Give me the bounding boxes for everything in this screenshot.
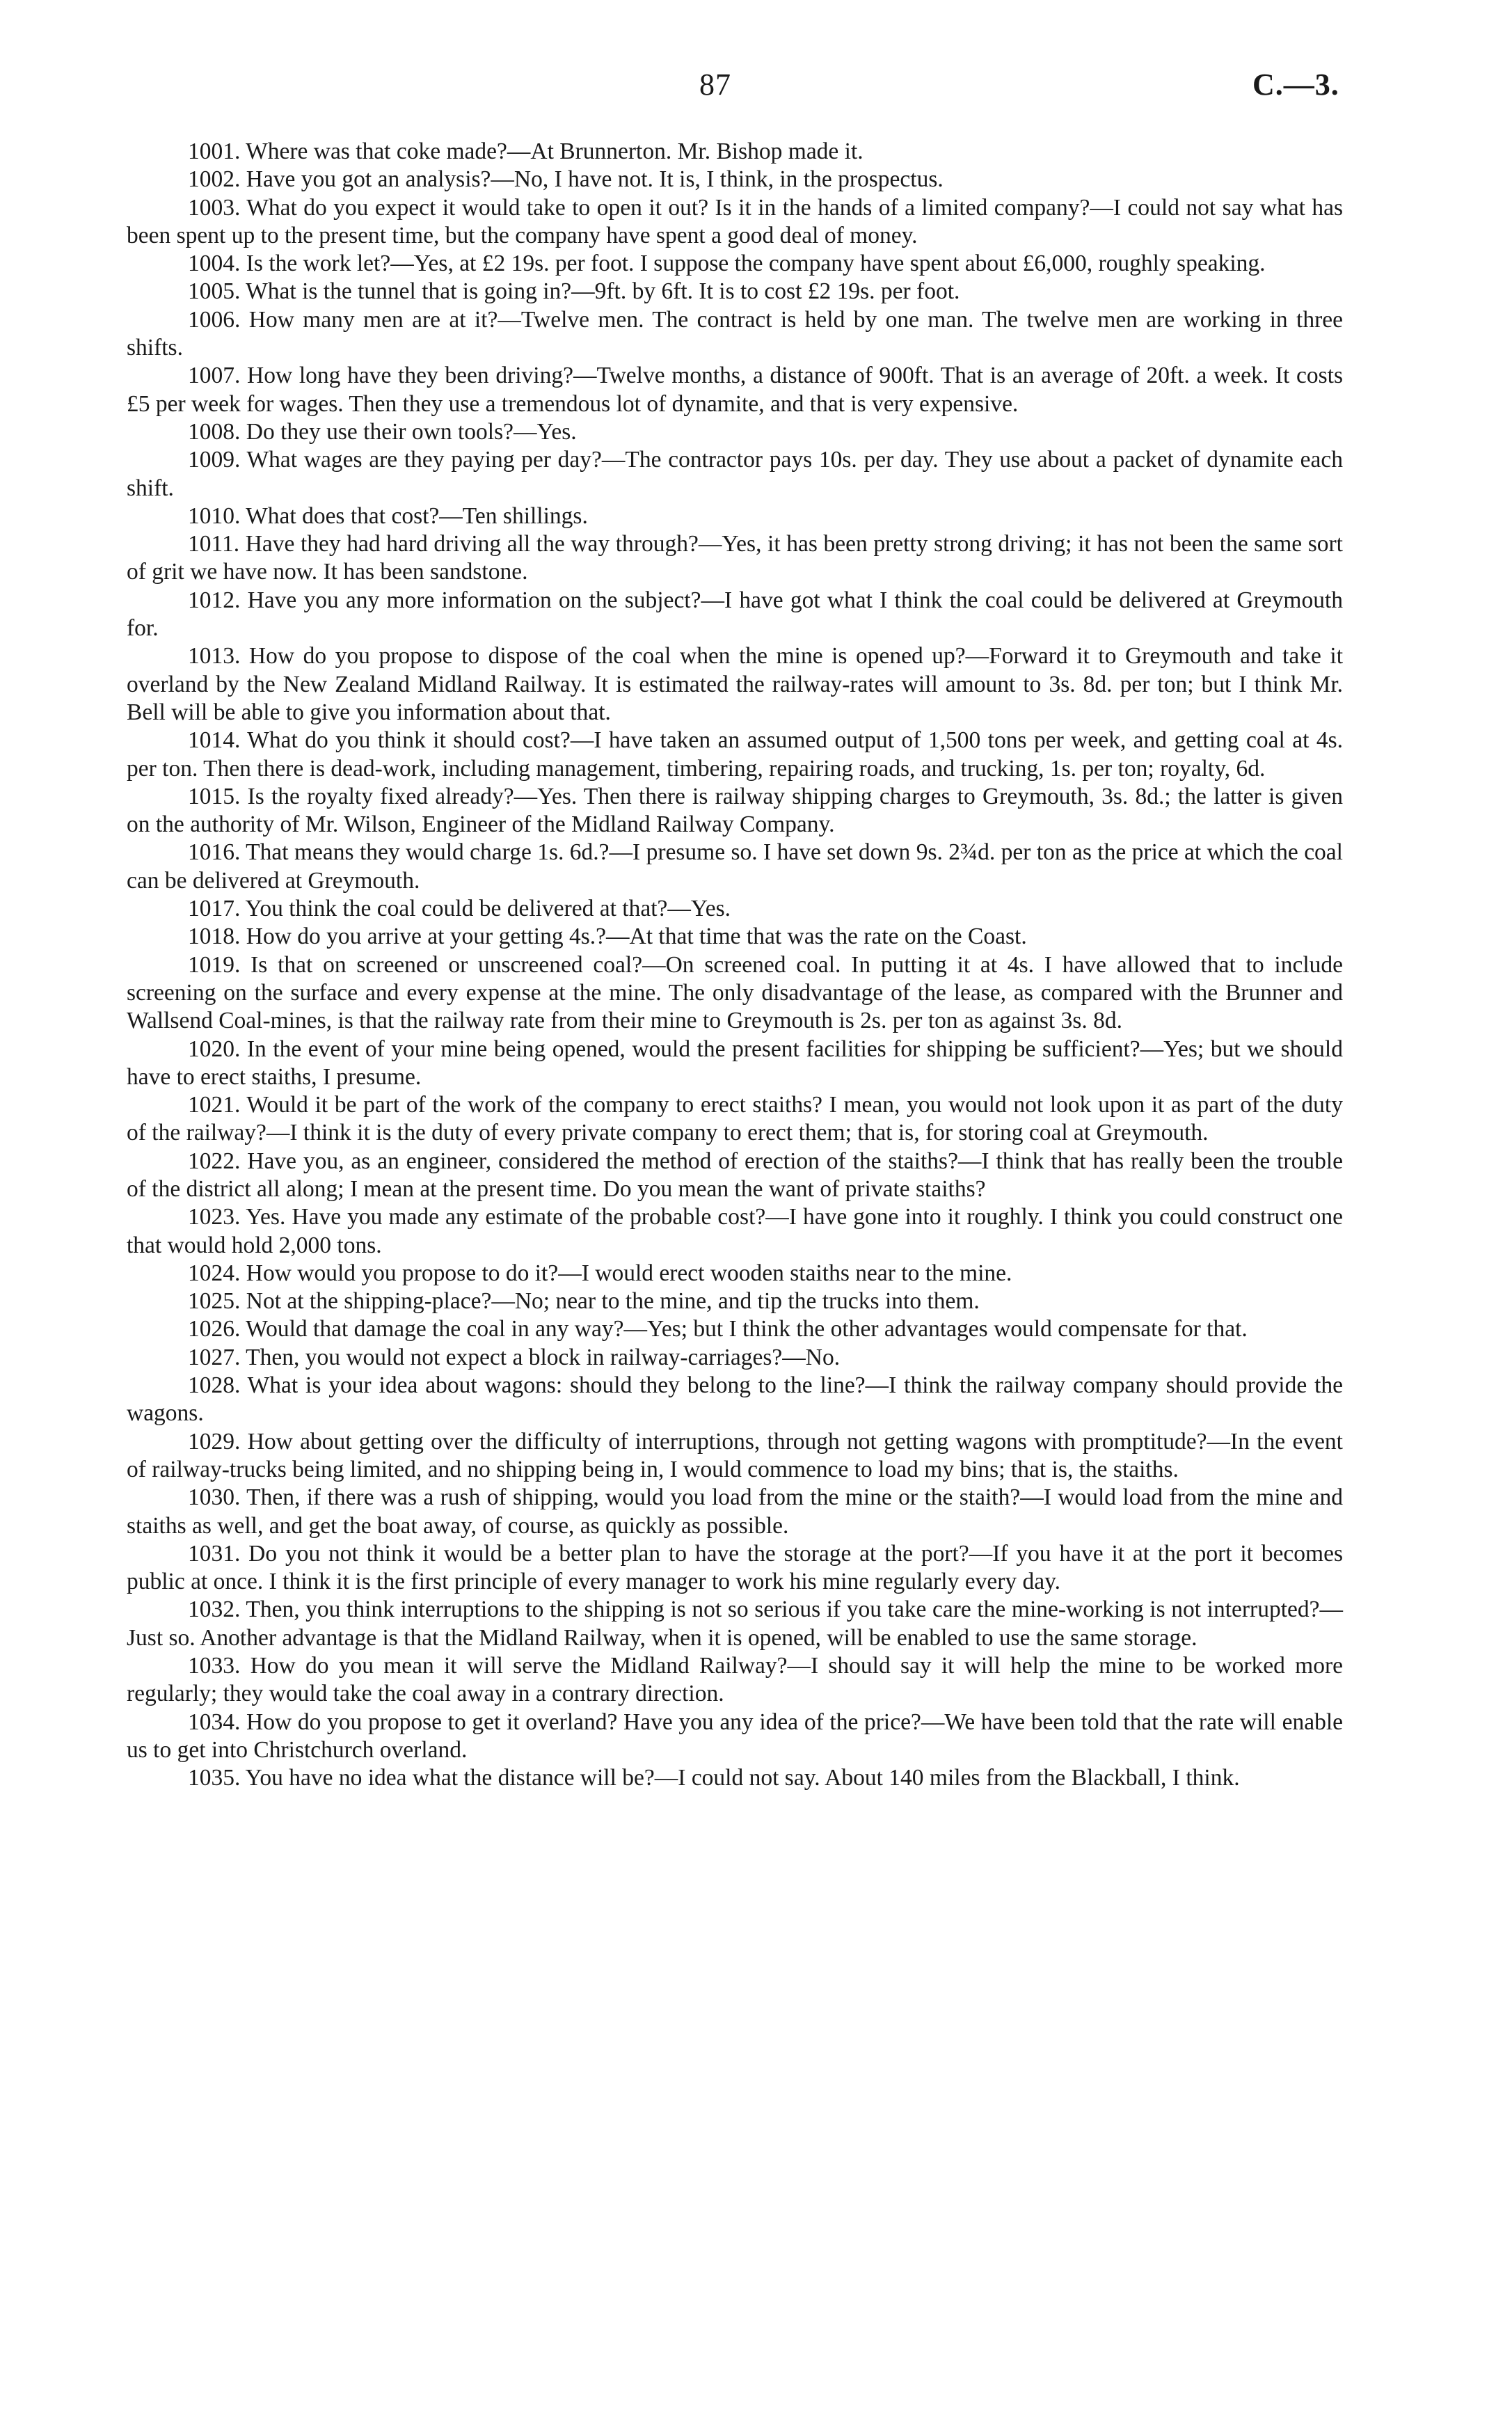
question-answer-1019: 1019. Is that on screened or unscreened coal?—On screened coal. In putting it at 4s. I have allowed that to include screening on the surface and every expense at the mine. The only disadvantage of the lease, as compared with the Brunner and Wallsend Coal-mines, is that the railway rate from their mine to Greymouth is 2s. per ton as against 3s. 8d. <box>127 951 1343 1034</box>
question-answer-1001: 1001. Where was that coke made?—At Brunnerton. Mr. Bishop made it. <box>188 138 864 164</box>
question-answer-1029: 1029. How about getting over the difficulty of interruptions, through not getting wagons with promptitude?—In the event of railway-trucks being limited, and no shipping being in, I would commence to load my bins; that is, the staiths. <box>127 1428 1343 1482</box>
document-reference: C.—3. <box>1252 68 1339 102</box>
testimony-body <box>127 138 1343 1793</box>
question-answer-1012: 1012. Have you any more information on the subject?—I have got what I think the coal could be delivered at Greymouth for. <box>127 587 1343 642</box>
question-answer-1017: 1017. You think the coal could be delivered at that?—Yes. <box>188 896 731 922</box>
question-answer-1022: 1022. Have you, as an engineer, considered the method of erection of the staiths?—I think that has really been the trouble of the district all along; I mean at the present time. Do you mean the want of private staiths? <box>127 1148 1343 1202</box>
question-answer-1004: 1004. Is the work let?—Yes, at £2 19s. per foot. I suppose the company have spent about £6,000, roughly speaking. <box>188 251 1266 277</box>
question-answer-1026: 1026. Would that damage the coal in any way?—Yes; but I think the other advantages would compensate for that. <box>188 1316 1248 1342</box>
question-answer-1025: 1025. Not at the shipping-place?—No; near to the mine, and tip the trucks into them. <box>188 1288 980 1315</box>
question-answer-1034: 1034. How do you propose to get it overland? Have you any idea of the price?—We have been told that the rate will enable us to get into Christchurch overland. <box>127 1709 1343 1763</box>
question-answer-1030: 1030. Then, if there was a rush of shipping, would you load from the mine or the staith?—I would load from the mine and staiths as well, and get the boat away, of course, as quickly as possible. <box>127 1484 1343 1539</box>
question-answer-1033: 1033. How do you mean it will serve the Midland Railway?—I should say it will help the mine to be worked more regularly; they would take the coal away in a contrary direction. <box>127 1653 1343 1707</box>
question-answer-1010: 1010. What does that cost?—Ten shillings. <box>188 502 588 529</box>
question-answer-1013: 1013. How do you propose to dispose of the coal when the mine is opened up?—Forward it to Greymouth and take it overland by the New Zealand Midland Railway. It is estimated the railway-rates will amount to 3s. 8d. per ton; but I think Mr. Bell will be able to give you information about that. <box>127 643 1343 725</box>
page-number: 87 <box>699 68 731 102</box>
question-answer-1020: 1020. In the event of your mine being opened, would the present facilities for shipping be sufficient?—Yes; but we should have to erect staiths, I presume. <box>127 1036 1343 1090</box>
question-answer-1018: 1018. How do you arrive at your getting 4s.?—At that time that was the rate on the Coast. <box>188 924 1027 950</box>
page-header <box>0 67 1512 116</box>
question-answer-1003: 1003. What do you expect it would take to open it out? Is it in the hands of a limited company?—I could not say what has been spent up to the present time, but the company have spent a good deal of money. <box>127 194 1343 248</box>
question-answer-1035: 1035. You have no idea what the distance will be?—I could not say. About 140 miles from the Blackball, I think. <box>188 1765 1240 1791</box>
question-answer-1016: 1016. That means they would charge 1s. 6d.?—I presume so. I have set down 9s. 2¾d. per ton as the price at which the coal can be delivered at Greymouth. <box>127 839 1343 894</box>
question-answer-1006: 1006. How many men are at it?—Twelve men. The contract is held by one man. The twelve men are working in three shifts. <box>127 306 1343 361</box>
question-answer-1008: 1008. Do they use their own tools?—Yes. <box>188 418 577 445</box>
question-answer-1005: 1005. What is the tunnel that is going in?—9ft. by 6ft. It is to cost £2 19s. per foot. <box>188 278 960 305</box>
question-answer-1014: 1014. What do you think it should cost?—I have taken an assumed output of 1,500 tons per week, and getting coal at 4s. per ton. Then there is dead-work, including management, timbering, repairing roads, and trucking, 1s. per ton; royalty, 6d. <box>127 727 1343 782</box>
question-answer-1009: 1009. What wages are they paying per day?—The contractor pays 10s. per day. They use about a packet of dynamite each shift. <box>127 447 1343 501</box>
question-answer-1023: 1023. Yes. Have you made any estimate of the probable cost?—I have gone into it roughly. I think you could construct one that would hold 2,000 tons. <box>127 1204 1343 1258</box>
question-answer-1028: 1028. What is your idea about wagons: should they belong to the line?—I think the railway company should provide the wagons. <box>127 1372 1343 1427</box>
question-answer-1021: 1021. Would it be part of the work of the company to erect staiths? I mean, you would not look upon it as part of the duty of the railway?—I think it is the duty of every private company to erect them; that is, for storing coal at Greymouth. <box>127 1092 1343 1146</box>
question-answer-1015: 1015. Is the royalty fixed already?—Yes. Then there is railway shipping charges to Greymouth, 3s. 8d.; the latter is given on the authority of Mr. Wilson, Engineer of the Midland Railway Company. <box>127 783 1343 838</box>
question-answer-1027: 1027. Then, you would not expect a block in railway-carriages?—No. <box>188 1344 841 1370</box>
question-answer-1007: 1007. How long have they been driving?—Twelve months, a distance of 900ft. That is an average of 20ft. a week. It costs £5 per week for wages. Then they use a tremendous lot of dynamite, and that is very expensive. <box>127 363 1343 417</box>
question-answer-1011: 1011. Have they had hard driving all the way through?—Yes, it has been pretty strong driving; it has not been the same sort of grit we have now. It has been sandstone. <box>127 531 1343 585</box>
question-answer-1031: 1031. Do you not think it would be a better plan to have the storage at the port?—If you have it at the port it becomes public at once. I think it is the first principle of every manager to work his mine regularly every day. <box>127 1540 1343 1595</box>
question-answer-1024: 1024. How would you propose to do it?—I would erect wooden staiths near to the mine. <box>188 1260 1012 1286</box>
question-answer-1002: 1002. Have you got an analysis?—No, I have not. It is, I think, in the prospectus. <box>188 166 944 193</box>
question-answer-1032: 1032. Then, you think interruptions to the shipping is not so serious if you take care the mine-working is not interrupted?—Just so. Another advantage is that the Midland Railway, when it is opened, will be enabled to use the same storage. <box>127 1596 1343 1651</box>
